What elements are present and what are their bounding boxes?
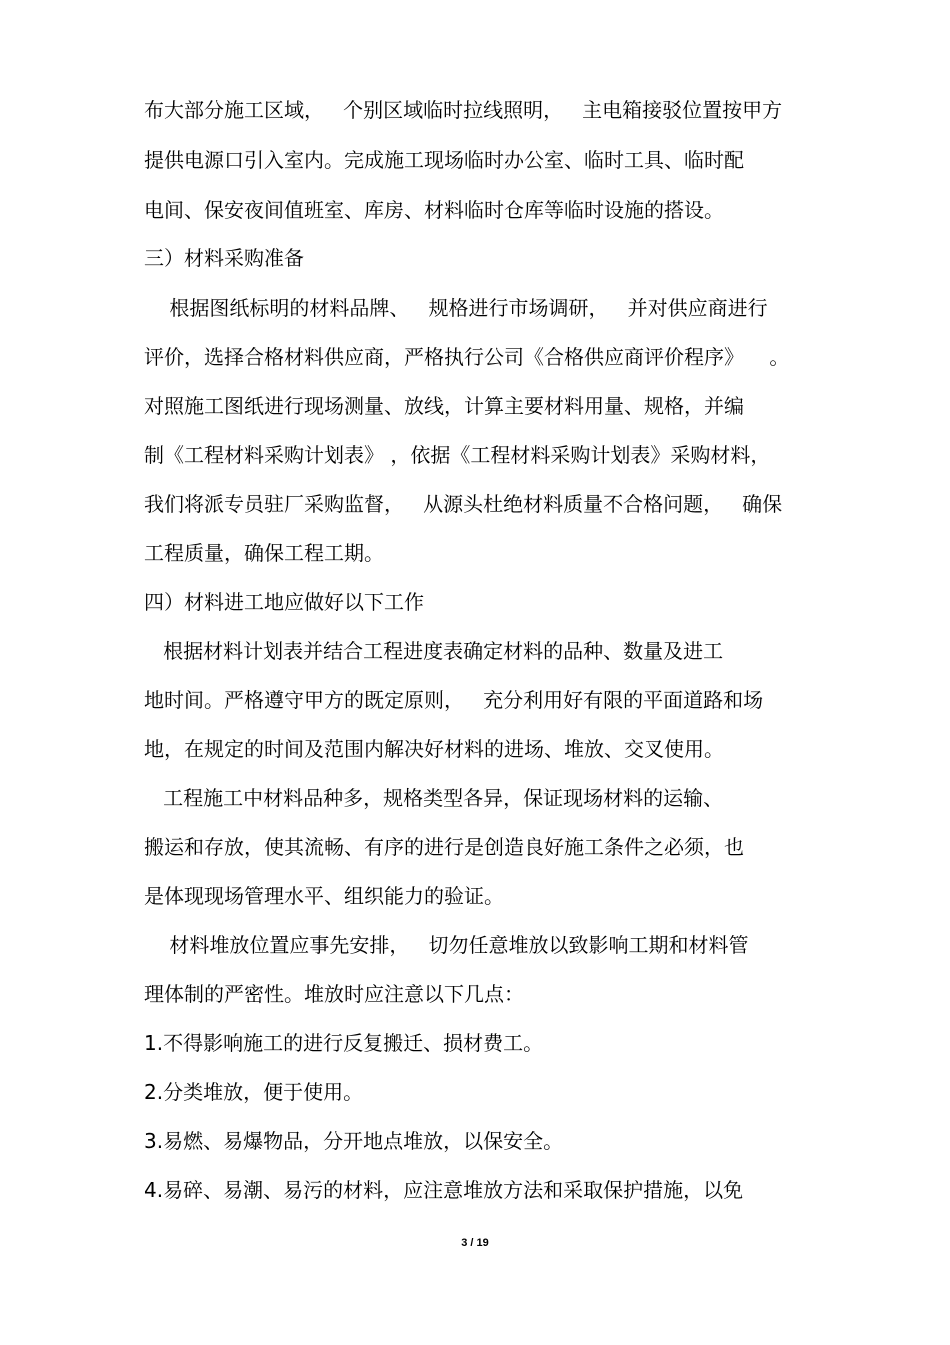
body-text-line: 布大部分施工区域， 个别区域临时拉线照明， 主电箱接驳位置按甲方 — [144, 98, 783, 122]
list-item: 3.易燃、易爆物品，分开地点堆放，以保安全。 — [144, 1129, 564, 1153]
body-text-line: 工程质量，确保工程工期。 — [144, 541, 384, 565]
body-text-line: 评价，选择合格材料供应商，严格执行公司《合格供应商评价程序》 。 — [144, 345, 790, 369]
list-item: 4.易碎、易潮、易污的材料，应注意堆放方法和采取保护措施，以免 — [144, 1178, 744, 1202]
list-item: 2.分类堆放，便于使用。 — [144, 1080, 364, 1104]
section-heading: 四）材料进工地应做好以下工作 — [144, 590, 424, 614]
list-item: 1.不得影响施工的进行反复搬迁、损材费工。 — [144, 1031, 544, 1055]
body-text-line: 提供电源口引入室内。完成施工现场临时办公室、临时工具、临时配 — [144, 148, 744, 172]
body-text-line: 电间、保安夜间值班室、库房、材料临时仓库等临时设施的搭设。 — [144, 198, 724, 222]
body-text-line: 理体制的严密性。堆放时应注意以下几点： — [144, 982, 524, 1006]
body-text-line: 制《工程材料采购计划表》 ，依据《工程材料采购计划表》采购材料， — [144, 443, 771, 467]
body-text-line: 我们将派专员驻厂采购监督， 从源头杜绝材料质量不合格问题， 确保 — [144, 492, 783, 516]
body-text-line: 根据图纸标明的材料品牌、 规格进行市场调研， 并对供应商进行 — [144, 296, 768, 320]
body-text-line: 地时间。严格遵守甲方的既定原则， 充分利用好有限的平面道路和场 — [144, 688, 764, 712]
page-number: 3 / 19 — [461, 1237, 489, 1249]
body-text-line: 地，在规定的时间及范围内解决好材料的进场、堆放、交叉使用。 — [144, 737, 724, 761]
body-text-line: 对照施工图纸进行现场测量、放线，计算主要材料用量、规格，并编 — [144, 394, 744, 418]
body-text-line: 是体现现场管理水平、组织能力的验证。 — [144, 884, 504, 908]
body-text-line: 根据材料计划表并结合工程进度表确定材料的品种、数量及进工 — [144, 639, 724, 663]
body-text-line: 材料堆放位置应事先安排， 切勿任意堆放以致影响工期和材料管 — [144, 933, 749, 957]
body-text-line: 工程施工中材料品种多，规格类型各异，保证现场材料的运输、 — [144, 786, 724, 810]
section-heading: 三）材料采购准备 — [144, 246, 304, 270]
body-text-line: 搬运和存放，使其流畅、有序的进行是创造良好施工条件之必须，也 — [144, 835, 744, 859]
